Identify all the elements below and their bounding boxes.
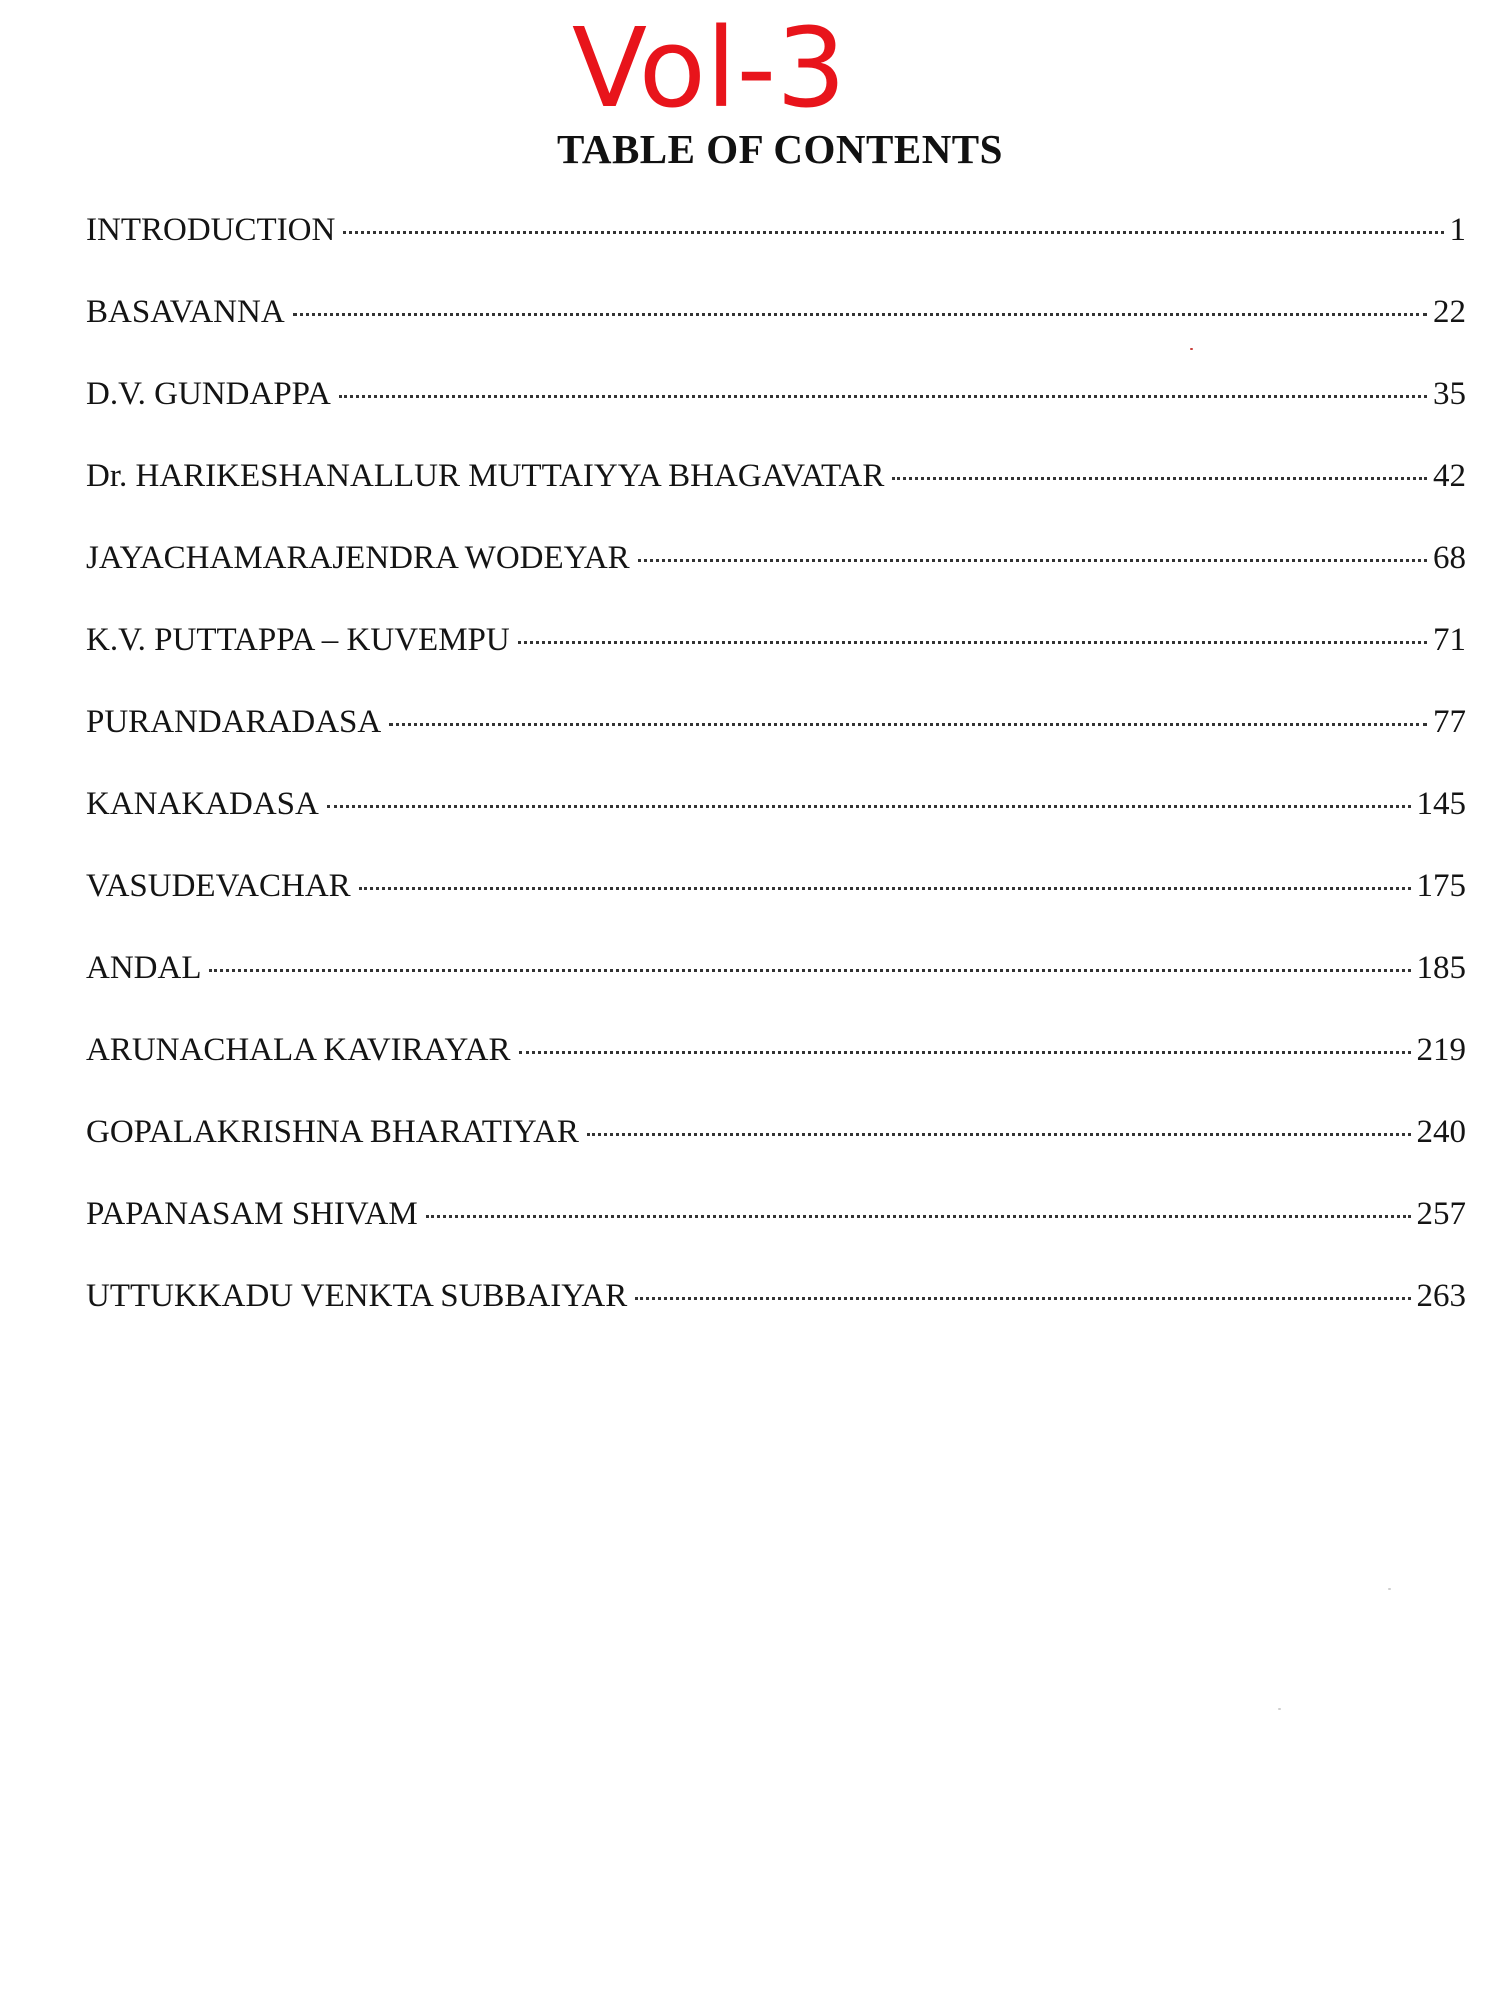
toc-row[interactable]	[86, 622, 1466, 704]
dot-leader	[426, 1215, 1411, 1218]
toc-page-number: 240	[1416, 1114, 1466, 1150]
toc-page-number: 257	[1416, 1196, 1466, 1232]
toc-row[interactable]	[86, 376, 1466, 458]
dot-leader	[343, 231, 1443, 234]
toc-row[interactable]	[86, 212, 1466, 294]
scan-speck	[1388, 1588, 1391, 1590]
dot-leader	[339, 395, 1427, 398]
toc-entry-title: INTRODUCTION	[86, 212, 336, 248]
dot-leader	[293, 313, 1427, 316]
toc-page-number: 68	[1433, 540, 1466, 576]
toc-page-number: 42	[1433, 458, 1466, 494]
toc-entry-title: D.V. GUNDAPPA	[86, 376, 331, 412]
toc-entry-title: VASUDEVACHAR	[86, 868, 351, 904]
toc-page-number: 77	[1433, 704, 1466, 740]
toc-row[interactable]	[86, 1278, 1466, 1360]
toc-entry-title: JAYACHAMARAJENDRA WODEYAR	[86, 540, 630, 576]
toc-entry-title: PURANDARADASA	[86, 704, 382, 740]
dot-leader	[327, 805, 1411, 808]
toc-page-number: 219	[1416, 1032, 1466, 1068]
dot-leader	[518, 641, 1427, 644]
volume-label: Vol-3	[571, 4, 847, 132]
toc-page-number: 1	[1449, 212, 1466, 248]
toc-row[interactable]	[86, 294, 1466, 376]
toc-row[interactable]	[86, 1114, 1466, 1196]
toc-entry-title: GOPALAKRISHNA BHARATIYAR	[86, 1114, 579, 1150]
toc-page-number: 35	[1433, 376, 1466, 412]
dot-leader	[209, 969, 1410, 972]
dot-leader	[892, 477, 1427, 480]
toc-entry-title: ANDAL	[86, 950, 202, 986]
toc-row[interactable]	[86, 458, 1466, 540]
toc-entry-title: ARUNACHALA KAVIRAYAR	[86, 1032, 511, 1068]
dot-leader	[389, 723, 1427, 726]
toc-page-number: 175	[1416, 868, 1466, 904]
toc-row[interactable]	[86, 950, 1466, 1032]
toc-row[interactable]	[86, 1032, 1466, 1114]
scan-speck	[1278, 1708, 1281, 1710]
toc-row[interactable]	[86, 868, 1466, 950]
dot-leader	[359, 887, 1411, 890]
toc-row[interactable]	[86, 786, 1466, 868]
toc-page-number: 263	[1416, 1278, 1466, 1314]
scan-speck	[1190, 348, 1193, 350]
toc-page-number: 22	[1433, 294, 1466, 330]
toc-entry-title: Dr. HARIKESHANALLUR MUTTAIYYA BHAGAVATAR	[86, 458, 885, 494]
dot-leader	[635, 1297, 1410, 1300]
toc-entry-title: BASAVANNA	[86, 294, 285, 330]
table-of-contents	[86, 212, 1466, 1360]
toc-row[interactable]	[86, 704, 1466, 786]
toc-page-number: 71	[1433, 622, 1466, 658]
toc-entry-title: UTTUKKADU VENKTA SUBBAIYAR	[86, 1278, 628, 1314]
dot-leader	[519, 1051, 1411, 1054]
toc-entry-title: PAPANASAM SHIVAM	[86, 1196, 418, 1232]
toc-row[interactable]	[86, 540, 1466, 622]
page-title: TABLE OF CONTENTS	[557, 126, 1003, 172]
toc-page-number: 185	[1416, 950, 1466, 986]
dot-leader	[638, 559, 1427, 562]
toc-row[interactable]	[86, 1196, 1466, 1278]
dot-leader	[587, 1133, 1411, 1136]
toc-entry-title: KANAKADASA	[86, 786, 319, 822]
toc-entry-title: K.V. PUTTAPPA – KUVEMPU	[86, 622, 510, 658]
toc-page-number: 145	[1416, 786, 1466, 822]
